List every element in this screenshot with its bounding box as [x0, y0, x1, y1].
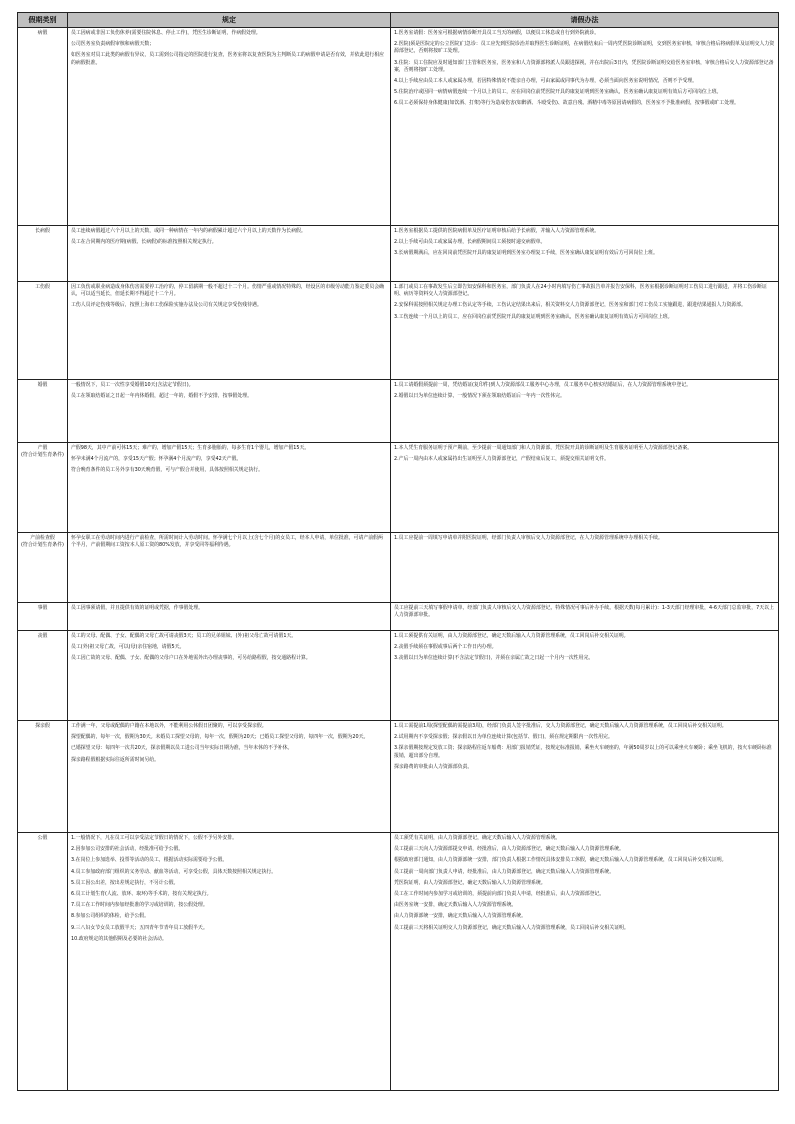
- rule-paragraph: 8.参加公司组织的体检，给予公假。: [71, 913, 150, 920]
- rule-paragraph: 产假98天，其中产前可休15天；难产的，增加产假15天；生育多胞胎的，每多生育1个婴儿，增加产假15天。: [71, 445, 310, 451]
- rule-paragraph: 员工的父母、配偶、子女、配偶的父母亡故可请丧假3天；员工的兄弟姐妹、(外)祖父母亡故可请假1天。: [71, 633, 297, 639]
- rule-paragraph: 10.政府规定的其他假期及必要的社会活动。: [71, 935, 167, 942]
- method-paragraph: 凭医院证明，由人力资源部登记，确定天数后输入人力资源管理系统。: [394, 879, 546, 886]
- method-paragraph: 2.安保科需按照相关规定办理工伤认定等手续，工伤认定结果出来后，相关资料交人力资源部登记，医务室和部门对工伤员工实施跟进，跟进结果通报人力资源部。: [394, 302, 746, 309]
- header-rules: 规定: [68, 13, 391, 28]
- rule-paragraph: 符合晚育条件的员工另外享有30天晚育假，可与产假合并使用，具体按照相关规定执行。: [71, 467, 264, 474]
- rule-paragraph: 员工在合同期内的医疗期(病假、长病假)的标准按照相关规定执行。: [71, 239, 217, 246]
- rules-cell: [68, 443, 391, 533]
- rules-cell: [68, 631, 391, 721]
- method-paragraph: 2.试用期内不享受探亲假；探亲假以日为单位连续计算(包括节、假日)，须在规定期限内一次性用完。: [394, 734, 613, 741]
- method-paragraph: 1.员工须提供有关证明，由人力资源部登记，确定天数后输入人力资源管理系统，员工回岗后补交相关证明。: [394, 633, 629, 639]
- table-row: [18, 380, 779, 443]
- rule-paragraph: 探望配偶的，每年一次，假期为30天。未婚员工探望父母的，每年一次，假期为20天；已婚员工探望父母的，每四年一次，假期为20天。: [71, 734, 369, 741]
- leave-type-cell: 公假: [18, 833, 68, 1091]
- rules-cell: [68, 533, 391, 603]
- method-paragraph: 3.工伤连续一个月以上的员工，应在回岗位前凭医院开具的康复证明到医务室确认，医务室确认康复证明有效后方可回岗位上班。: [394, 313, 673, 320]
- rules-cell: [68, 721, 391, 833]
- methods-cell: [391, 603, 779, 631]
- rule-paragraph: 员工连续病假超过六个月以上的天数，或同一种病情在一年内的病假累计超过六个月以上的天数作为长病假。: [71, 228, 306, 234]
- method-paragraph: 2.以上手续可由员工或家属办理，长病假期间员工须按时递交病假单。: [394, 239, 546, 246]
- methods-cell: [391, 28, 779, 226]
- rule-paragraph: 3.在岗位上参加选举、投票等活动的员工，根据活动实际需要给予公假。: [71, 857, 228, 864]
- leave-type-cell: 探亲假: [18, 721, 68, 833]
- method-paragraph: 由医务室统一安排，确定天数后输入人力资源管理系统。: [394, 902, 517, 909]
- table-row: [18, 226, 779, 282]
- method-paragraph: 1.医务室请假：医务室可根据病情诊断开具员工当天的病假，以便员工休息或自行到外院就诊。: [394, 30, 600, 36]
- leave-type-cell: 事假: [18, 603, 68, 631]
- leave-type-cell: 病假: [18, 28, 68, 226]
- leave-policy-table-container: [17, 12, 778, 1091]
- rules-cell: [68, 282, 391, 380]
- table-row: [18, 631, 779, 721]
- rule-paragraph: 1.一般情况下，凡在员工可以享受法定节假日的情况下，公假不予另外安排。: [71, 835, 238, 841]
- table-row: [18, 28, 779, 226]
- method-paragraph: 1.医务室根据员工提供的医院病假单及医疗证明审核后给予长病假，并输入人力资源管理系统。: [394, 228, 600, 234]
- method-paragraph: 员工提前一周向部门负责人申请，经批准后，由人力资源部登记，确定天数后输入人力资源管理系统。: [394, 868, 615, 875]
- methods-cell: [391, 533, 779, 603]
- methods-cell: [391, 631, 779, 721]
- method-paragraph: 1.员工请婚假须提前一周，凭结婚证(复印件)到人力资源部员工服务中心办理，员工服务中心核实结婚证后，在人力资源管理系统中登记。: [394, 382, 692, 388]
- method-paragraph: 探亲路费的审批由人力资源部负责。: [394, 763, 473, 770]
- rule-paragraph: 员工(外)祖父母亡故，可以(母)亲住宿地，请假5天。: [71, 644, 185, 651]
- rule-paragraph: 5.员工因公出差，按出差规定执行，不另计公假。: [71, 879, 179, 886]
- leave-type-cell: 产前检查假 (符合计划生育条件): [18, 533, 68, 603]
- rule-paragraph: 怀孕未满4个月流产的，享受15天产假；怀孕满4个月流产的，享受42天产假。: [71, 456, 242, 463]
- method-paragraph: 员工应提前三天填写事假申请单，经部门负责人审核后交人力资源部登记，特殊情况可事后补办手续。根据天数(每月累计)：1-3天部门经理审批，4-6天部门总监审批，7天以上人力资源部审批。: [394, 605, 774, 619]
- methods-cell: [391, 380, 779, 443]
- table-row: [18, 833, 779, 1091]
- rule-paragraph: 员工因事须请假，并且提供有效的证明或凭据，作事假处理。: [71, 605, 204, 611]
- methods-cell: [391, 282, 779, 380]
- method-paragraph: 3.丧假以日为单位连续计算(不含法定节假日)，并须在亲属亡故之日起一个月内一次性用完。: [394, 655, 594, 662]
- method-paragraph: 4.以上手续应由员工本人或家属办理，若因特殊情况不能亲自办理，可由家属或同事代为办理，必须当面向医务室说明情况，否则不予受理。: [394, 78, 697, 85]
- header-methods: 请假办法: [391, 13, 779, 28]
- leave-type-cell: 丧假: [18, 631, 68, 721]
- rule-paragraph: 员工因病或非因工负伤休养(需要住院休息、停止工作)，凭医生诊断证明，作病假处理。: [71, 30, 261, 36]
- methods-cell: [391, 226, 779, 282]
- methods-cell: [391, 721, 779, 833]
- leave-type-cell: 工伤假: [18, 282, 68, 380]
- rule-paragraph: 已婚探望父母：每四年一次共20天，探亲假期以员工进公司当年实际日期为准，当年未休的不予补休。: [71, 745, 293, 752]
- method-paragraph: 员工提前三天向人力资源部提交申请，经批准后，由人力资源部登记，确定天数后输入人力资源管理系统。: [394, 846, 624, 853]
- method-paragraph: 6.员工必须保持身体健康(如饮酒、打架)等行为造成伤害(如醉酒、斗殴受伤)、故意自残、酒精中毒等原因请病假的，医务室不予批准病假，按事假或旷工处理。: [394, 100, 739, 107]
- method-paragraph: 2.产后一周内由本人或家属持出生证明至人力资源部登记，产假结束后复工，须提交相关证明文件。: [394, 456, 609, 463]
- leave-type-cell: 长病假: [18, 226, 68, 282]
- rule-paragraph: 7.员工在工作时间内参加经批准的学习或培训的，按公假处理。: [71, 902, 208, 909]
- rule-paragraph: 怀孕女职工在劳动时间内进行产前检查，所需时间计入劳动时间。怀孕满七个月以上(含七个月)的女员工，经本人申请，单位批准，可请产前假两个半月，产前假期间工资按本人原工资的80%发放，并享受同等福利待遇。: [71, 535, 383, 549]
- table-row: [18, 721, 779, 833]
- rule-paragraph: 一般情况下，员工一次性享受婚假10天(含法定节假日)。: [71, 382, 194, 388]
- rule-paragraph: 4.员工参加政府部门组织的义务劳动、献血等活动，可享受公假，具体天数按照相关规定执行。: [71, 868, 277, 875]
- method-paragraph: 2.医院(须是医院定的公立医院)门急诊：员工应先到医院诊治并取得医生诊断证明，在病假结束后一周内凭医院诊断证明，交到医务室审核，审核合格后将病假单及证明交人力资源部登记，否则将按旷工处理。: [394, 41, 775, 55]
- rules-cell: [68, 28, 391, 226]
- rules-cell: [68, 380, 391, 443]
- table-row: [18, 603, 779, 631]
- rule-paragraph: 员工因亡故的父母、配偶、子女、配偶的父母户口在外地需外出办理丧事的，可另给路程假，按交通路程计算。: [71, 655, 311, 662]
- rules-cell: [68, 226, 391, 282]
- rule-paragraph: 6.员工计划生育(人流、放环、取环)等手术的，按有关规定执行。: [71, 891, 212, 898]
- rule-paragraph: 工作满一年，父母或配偶的户籍在本地以外，不能利用公休假日团聚的，可以享受探亲假。: [71, 723, 267, 729]
- method-paragraph: 2.丧假手续须在事假或事后两个工作日内办理。: [394, 644, 497, 651]
- method-paragraph: 3.长病假期满后，应在回岗前凭医院开具的康复证明到医务室办理复工手续，医务室确认康复证明有效后方可回岗位上班。: [394, 250, 658, 257]
- method-paragraph: 5.住院治疗或因同一病情病假连续一个月以上的员工，应在回岗位前凭医院开具的康复证明到医务室确认，医务室确认康复证明有效后方可回岗位上班。: [394, 89, 722, 96]
- rule-paragraph: 9.三八妇女节女员工放假半天；五四青年节青年员工放假半天。: [71, 924, 208, 931]
- method-paragraph: 员工须凭有关证明，由人力资源部登记，确定天数后输入人力资源管理系统。: [394, 835, 561, 841]
- header-row: [18, 13, 779, 28]
- method-paragraph: 1.员工需提前1周(探望配偶的需提前3周)，经部门负责人签字批准后，交人力资源部登记，确定天数后输入人力资源管理系统，员工回岗后补交相关证明。: [394, 723, 727, 729]
- table-row: [18, 282, 779, 380]
- rules-cell: [68, 833, 391, 1091]
- methods-cell: [391, 443, 779, 533]
- table-row: [18, 533, 779, 603]
- method-paragraph: 1.本人凭生育服务证明于预产期前，至少提前一周通知部门和人力资源部，凭医院开具的诊断证明及生育服务证明至人力资源部登记备案。: [394, 445, 693, 451]
- header-leave-type: 假期类别: [18, 13, 68, 28]
- method-paragraph: 员工在工作时间内参加学习或培训的，须提前向部门负责人申请，经批准后，由人力资源部登记。: [394, 891, 605, 898]
- table-row: [18, 443, 779, 533]
- method-paragraph: 根据政府部门通知，由人力资源部统一安排，部门负责人根据工作情况具体安排员工休假，确定天数后输入人力资源管理系统，员工回岗后补交相关证明。: [394, 857, 727, 864]
- rule-paragraph: 工伤人员评定伤残等级后，按照上海市工伤保险实施办法及公司有关规定享受伤残待遇。: [71, 302, 262, 309]
- rule-paragraph: 如医务室对员工此类的病假有异议，员工需到公司指定的医院进行复查，医务室将以复查医院为主判断员工的病假申请是否有效，并依此进行相应的病假批准。: [71, 52, 385, 66]
- rule-paragraph: 员工在领取结婚证之日起一年内休婚假，超过一年的，婚假不予安排，按事假处理。: [71, 393, 252, 400]
- leave-type-cell: 产假 (符合计划生育条件): [18, 443, 68, 533]
- method-paragraph: 1.部门或员工在事故发生后立即告知安保科和医务室，部门负责人在24小时内填写伤亡事故报告单并报告安保科，医务室根据诊断证明对工伤员工进行跟进，并将工伤诊断证明、病历等资料交人力资源部登记。: [394, 284, 767, 298]
- rule-paragraph: 公司医务室负责病假审核和病假天数；: [71, 41, 155, 48]
- method-paragraph: 1.员工应提前一周填写申请单并附医院证明，经部门负责人审核后交人力资源部登记，在人力资源管理系统中办理相关手续。: [394, 535, 663, 541]
- method-paragraph: 3.住院：员工住院应及时通知部门主管和医务室，医务室和人力资源部将派人员跟进探视，并在出院后3日内，凭医院诊断证明交给医务室审核，审核合格后交人力资源部登记备案，否则将按旷工处理。: [394, 59, 774, 73]
- rule-paragraph: 因工负伤或职业病造成身体伤害需要停工治疗的，停工留薪期一般不超过十二个月。伤情严重或情况特殊的，经设区的市级劳动能力鉴定委员会确认，可以适当延长，但延长期不得超过十二个月。: [71, 284, 385, 298]
- leave-policy-table: [17, 12, 779, 1091]
- method-paragraph: 2.婚假以日为单位连续计算，一般情况下须在领取结婚证后一年内一次性休完。: [394, 393, 565, 400]
- methods-cell: [391, 833, 779, 1091]
- method-paragraph: 员工提前三天将相关证明交人力资源部登记，确定天数后输入人力资源管理系统，员工回岗后补交相关证明。: [394, 924, 629, 931]
- rule-paragraph: 探亲路程假根据实际往返所需时间另给。: [71, 756, 160, 763]
- rule-paragraph: 2.因参加公司安排的社会活动，经批准可给予公假。: [71, 846, 184, 853]
- method-paragraph: 由人力资源部统一安排，确定天数后输入人力资源管理系统。: [394, 913, 527, 920]
- method-paragraph: 3.探亲假期按规定发放工资；探亲路程往返车船费：用部门报销凭证，按规定标准报销，乘坐火车硬座的，年满50周岁以上的可以乘坐火车硬卧；乘坐飞机的，按火车硬卧标准报销，超出部分自理。: [394, 745, 772, 759]
- rules-cell: [68, 603, 391, 631]
- leave-type-cell: 婚假: [18, 380, 68, 443]
